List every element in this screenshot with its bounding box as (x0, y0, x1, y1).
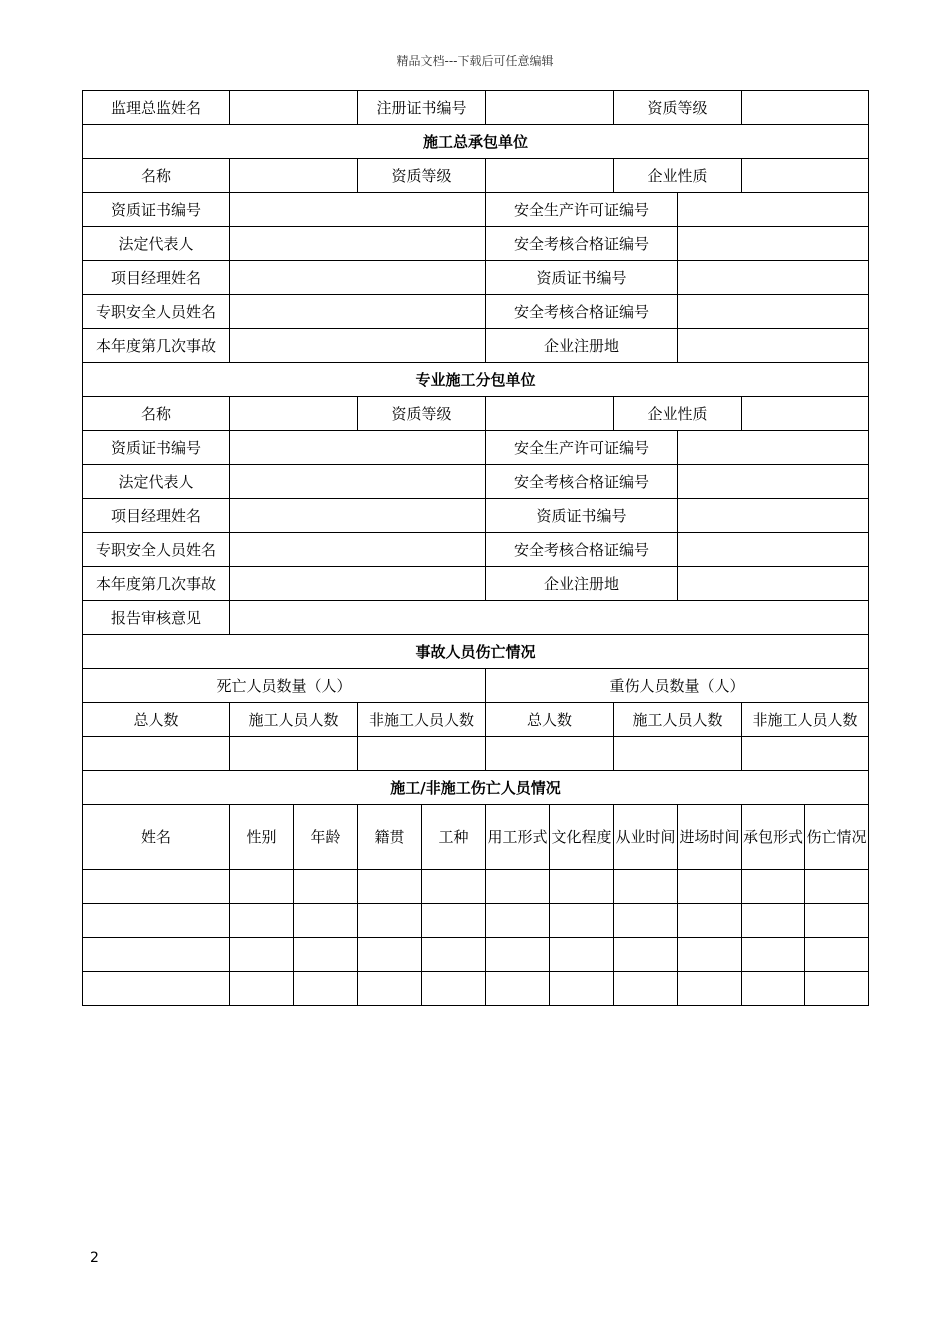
sc-grade-field[interactable] (486, 397, 614, 431)
supervisor-grade-label: 资质等级 (614, 91, 742, 125)
injury-count-header: 重伤人员数量（人） (486, 669, 869, 703)
table-cell[interactable] (83, 870, 230, 904)
table-cell[interactable] (422, 904, 486, 938)
table-cell[interactable] (294, 870, 358, 904)
table-cell[interactable] (486, 870, 550, 904)
sc-pm-cert-field[interactable] (678, 499, 869, 533)
table-cell[interactable] (614, 938, 678, 972)
sc-legal-rep-field[interactable] (230, 465, 486, 499)
table-cell[interactable] (230, 870, 294, 904)
table-cell[interactable] (230, 972, 294, 1006)
injury-total-label: 总人数 (486, 703, 614, 737)
sc-safety-officer-cert-label: 安全考核合格证编号 (486, 533, 678, 567)
table-cell[interactable] (358, 972, 422, 1006)
gc-grade-label: 资质等级 (358, 159, 486, 193)
table-cell[interactable] (83, 904, 230, 938)
table-cell[interactable] (742, 938, 805, 972)
col-entry-time: 进场时间 (678, 805, 742, 870)
table-cell[interactable] (678, 972, 742, 1006)
col-education: 文化程度 (550, 805, 614, 870)
table-row (83, 938, 869, 972)
table-cell[interactable] (614, 972, 678, 1006)
gc-safety-officer-cert-field[interactable] (678, 295, 869, 329)
table-cell[interactable] (550, 972, 614, 1006)
injury-total-field[interactable] (486, 737, 614, 771)
table-cell[interactable] (805, 904, 869, 938)
col-casualty-status: 伤亡情况 (805, 805, 869, 870)
gc-pm-name-label: 项目经理姓名 (83, 261, 230, 295)
sc-accident-count-label: 本年度第几次事故 (83, 567, 230, 601)
table-cell[interactable] (805, 938, 869, 972)
table-cell[interactable] (422, 972, 486, 1006)
gc-safety-permit-label: 安全生产许可证编号 (486, 193, 678, 227)
sc-pm-cert-label: 资质证书编号 (486, 499, 678, 533)
gc-registered-field[interactable] (678, 329, 869, 363)
supervisor-name-label: 监理总监姓名 (83, 91, 230, 125)
col-work-years: 从业时间 (614, 805, 678, 870)
sc-cert-no-label: 资质证书编号 (83, 431, 230, 465)
review-opinion-field[interactable] (230, 601, 869, 635)
gc-name-label: 名称 (83, 159, 230, 193)
gc-cert-no-field[interactable] (230, 193, 486, 227)
page-number: 2 (90, 1250, 99, 1266)
table-cell[interactable] (678, 870, 742, 904)
general-contractor-title: 施工总承包单位 (83, 125, 869, 159)
col-hometown: 籍贯 (358, 805, 422, 870)
col-trade: 工种 (422, 805, 486, 870)
gc-legal-rep-field[interactable] (230, 227, 486, 261)
table-cell[interactable] (805, 870, 869, 904)
col-gender: 性别 (230, 805, 294, 870)
gc-safety-permit-field[interactable] (678, 193, 869, 227)
sc-registered-label: 企业注册地 (486, 567, 678, 601)
table-cell[interactable] (422, 938, 486, 972)
table-cell[interactable] (422, 870, 486, 904)
table-cell[interactable] (742, 870, 805, 904)
gc-registered-label: 企业注册地 (486, 329, 678, 363)
death-count-header: 死亡人员数量（人） (83, 669, 486, 703)
table-cell[interactable] (742, 972, 805, 1006)
injury-worker-label: 施工人员人数 (614, 703, 742, 737)
gc-grade-field[interactable] (486, 159, 614, 193)
sc-nature-field[interactable] (742, 397, 869, 431)
table-cell[interactable] (294, 972, 358, 1006)
death-worker-field[interactable] (230, 737, 358, 771)
gc-cert-no-label: 资质证书编号 (83, 193, 230, 227)
sc-safety-officer-field[interactable] (230, 533, 486, 567)
table-cell[interactable] (358, 870, 422, 904)
sub-contractor-title: 专业施工分包单位 (83, 363, 869, 397)
gc-nature-field[interactable] (742, 159, 869, 193)
table-row (83, 972, 869, 1006)
sc-pm-name-field[interactable] (230, 499, 486, 533)
sc-safety-permit-field[interactable] (678, 431, 869, 465)
sc-name-label: 名称 (83, 397, 230, 431)
supervisor-name-field[interactable] (230, 91, 358, 125)
gc-legal-rep-label: 法定代表人 (83, 227, 230, 261)
sc-grade-label: 资质等级 (358, 397, 486, 431)
table-cell[interactable] (294, 938, 358, 972)
table-cell[interactable] (294, 904, 358, 938)
table-cell[interactable] (805, 972, 869, 1006)
gc-safety-assess-label: 安全考核合格证编号 (486, 227, 678, 261)
sc-registered-field[interactable] (678, 567, 869, 601)
table-cell[interactable] (550, 938, 614, 972)
table-cell[interactable] (550, 870, 614, 904)
gc-pm-cert-field[interactable] (678, 261, 869, 295)
table-cell[interactable] (550, 904, 614, 938)
table-cell[interactable] (358, 938, 422, 972)
page-header: 精品文档---下载后可任意编辑 (396, 54, 554, 68)
sc-legal-rep-label: 法定代表人 (83, 465, 230, 499)
table-cell[interactable] (614, 870, 678, 904)
sc-nature-label: 企业性质 (614, 397, 742, 431)
table-cell[interactable] (358, 904, 422, 938)
injury-nonworker-field[interactable] (742, 737, 869, 771)
sc-safety-permit-label: 安全生产许可证编号 (486, 431, 678, 465)
sc-cert-no-field[interactable] (230, 431, 486, 465)
sc-accident-count-field[interactable] (230, 567, 486, 601)
gc-safety-officer-cert-label: 安全考核合格证编号 (486, 295, 678, 329)
death-nonworker-field[interactable] (358, 737, 486, 771)
table-cell[interactable] (678, 938, 742, 972)
gc-name-field[interactable] (230, 159, 358, 193)
table-cell[interactable] (83, 972, 230, 1006)
sc-name-field[interactable] (230, 397, 358, 431)
sc-pm-name-label: 项目经理姓名 (83, 499, 230, 533)
casualties-title: 事故人员伤亡情况 (83, 635, 869, 669)
table-cell[interactable] (742, 904, 805, 938)
sc-safety-officer-cert-field[interactable] (678, 533, 869, 567)
review-opinion-label: 报告审核意见 (83, 601, 230, 635)
sc-safety-officer-label: 专职安全人员姓名 (83, 533, 230, 567)
injury-nonworker-label: 非施工人员人数 (742, 703, 869, 737)
col-contract-form: 承包形式 (742, 805, 805, 870)
gc-safety-officer-label: 专职安全人员姓名 (83, 295, 230, 329)
gc-accident-count-field[interactable] (230, 329, 486, 363)
sc-safety-assess-label: 安全考核合格证编号 (486, 465, 678, 499)
table-row (83, 870, 869, 904)
table-cell[interactable] (486, 938, 550, 972)
supervisor-grade-field[interactable] (742, 91, 869, 125)
table-cell[interactable] (230, 938, 294, 972)
supervisor-cert-label: 注册证书编号 (358, 91, 486, 125)
gc-safety-assess-field[interactable] (678, 227, 869, 261)
death-total-field[interactable] (83, 737, 230, 771)
accident-report-form (82, 90, 869, 1006)
death-nonworker-label: 非施工人员人数 (358, 703, 486, 737)
table-cell[interactable] (83, 938, 230, 972)
col-age: 年龄 (294, 805, 358, 870)
table-cell[interactable] (486, 972, 550, 1006)
gc-accident-count-label: 本年度第几次事故 (83, 329, 230, 363)
gc-safety-officer-field[interactable] (230, 295, 486, 329)
sc-safety-assess-field[interactable] (678, 465, 869, 499)
table-cell[interactable] (230, 904, 294, 938)
table-cell[interactable] (486, 904, 550, 938)
death-total-label: 总人数 (83, 703, 230, 737)
supervisor-cert-field[interactable] (486, 91, 614, 125)
injury-worker-field[interactable] (614, 737, 742, 771)
gc-nature-label: 企业性质 (614, 159, 742, 193)
death-worker-label: 施工人员人数 (230, 703, 358, 737)
col-name: 姓名 (83, 805, 230, 870)
table-cell[interactable] (678, 904, 742, 938)
gc-pm-name-field[interactable] (230, 261, 486, 295)
gc-pm-cert-label: 资质证书编号 (486, 261, 678, 295)
personnel-title: 施工/非施工伤亡人员情况 (83, 771, 869, 805)
table-row (83, 904, 869, 938)
col-employment-form: 用工形式 (486, 805, 550, 870)
table-cell[interactable] (614, 904, 678, 938)
